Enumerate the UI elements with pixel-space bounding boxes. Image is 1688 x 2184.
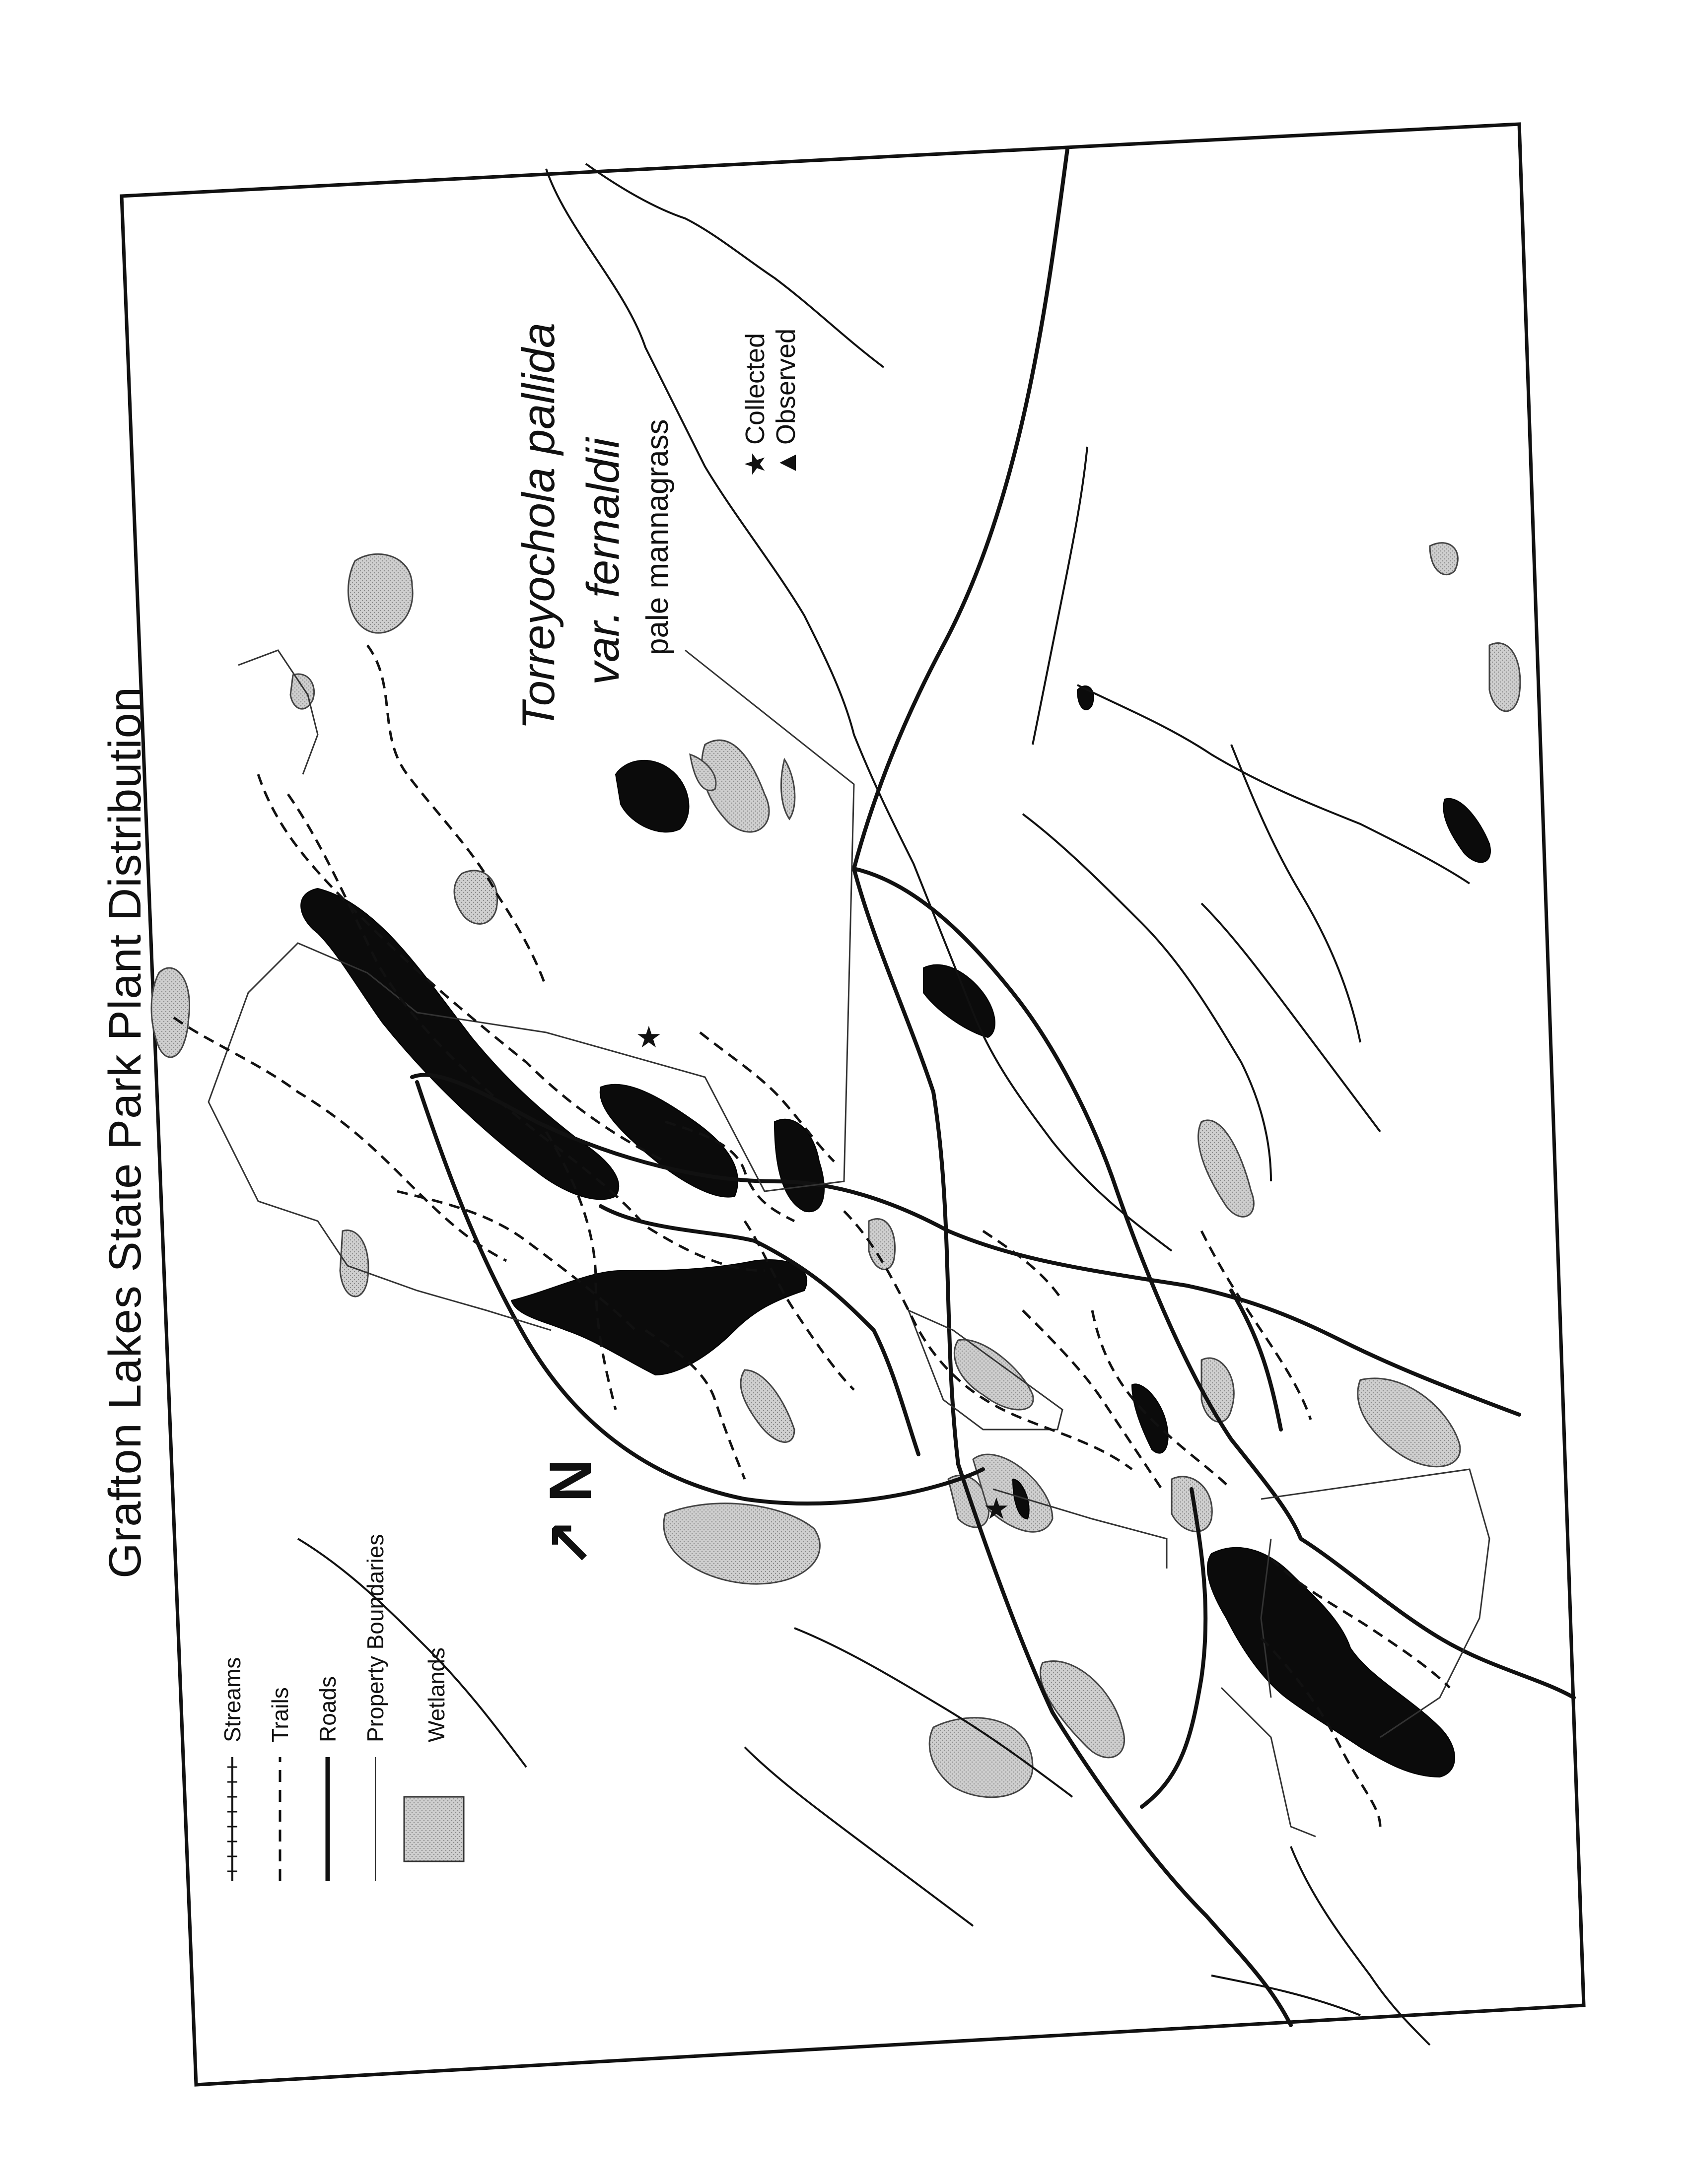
- trail: [288, 794, 765, 1271]
- stream: [1201, 903, 1380, 1132]
- symbol-observed-row: [771, 329, 801, 477]
- stream: [1231, 745, 1360, 1042]
- wetland: [954, 1340, 1033, 1410]
- collected-marker: ★: [983, 1492, 1010, 1526]
- lake-center: [511, 1260, 807, 1375]
- symbol-key: [740, 329, 801, 477]
- stream: [1211, 1976, 1360, 2015]
- legend-item-roads: [304, 1534, 352, 1881]
- stream: [1023, 814, 1271, 1181]
- star-icon: ★: [739, 451, 771, 477]
- map-title: Grafton Lakes State Park Plant Distribution: [100, 686, 150, 1578]
- legend-label: Streams: [219, 1657, 245, 1742]
- wetland: [348, 554, 413, 633]
- wetland: [1430, 543, 1458, 575]
- collected-marker: ★: [635, 1020, 662, 1055]
- wetland: [1198, 1120, 1254, 1217]
- lake-long-pond: [301, 888, 619, 1199]
- north-label: N: [537, 1459, 604, 1502]
- species-common-name: pale mannagrass: [640, 419, 675, 655]
- species-variety: var. fernaldii: [578, 438, 629, 685]
- stream-line-icon: [209, 1742, 256, 1881]
- legend-label: Roads: [315, 1676, 341, 1742]
- lakes: [301, 686, 1490, 1777]
- legend-item-property: [352, 1534, 399, 1881]
- property-boundary: [209, 650, 854, 1330]
- property-line-icon: [352, 1742, 399, 1881]
- wetland: [151, 968, 190, 1057]
- wetland: [454, 871, 497, 924]
- wetland: [1489, 643, 1520, 711]
- legend-label: Wetlands: [423, 1647, 449, 1742]
- lake-ne: [1443, 799, 1490, 863]
- legend-label: Property Boundaries: [362, 1534, 388, 1742]
- wetland: [741, 1370, 794, 1442]
- lake-north: [616, 760, 689, 832]
- property-boundary: [1221, 1688, 1316, 1837]
- lake-channel: [1132, 1384, 1168, 1453]
- wetland: [1172, 1477, 1212, 1532]
- species-label: [506, 323, 680, 730]
- symbol-observed-label: Observed: [771, 328, 801, 445]
- legend-item-streams: [209, 1534, 256, 1881]
- road: [1142, 1489, 1205, 1807]
- legend-label: Trails: [267, 1687, 293, 1742]
- map-legend: [209, 1534, 474, 1881]
- stream: [1077, 685, 1470, 884]
- property-boundary: [238, 650, 318, 774]
- species-scientific-name: Torreyochola pallida: [513, 322, 564, 730]
- wetland: [340, 1230, 368, 1297]
- trail-dash-icon: [256, 1742, 304, 1881]
- wetland: [929, 1718, 1033, 1797]
- legend-item-trails: [256, 1534, 304, 1881]
- road-line-icon: [304, 1742, 352, 1881]
- symbol-collected-label: Collected: [740, 333, 770, 445]
- wetland: [781, 759, 794, 819]
- trail: [983, 1231, 1062, 1300]
- symbol-collected-row: [740, 329, 771, 477]
- wetland: [1201, 1358, 1234, 1422]
- lake-south: [1207, 1548, 1455, 1777]
- north-arrow-icon: ↗: [537, 1518, 604, 1569]
- north-arrow: [536, 1459, 605, 1569]
- stream: [745, 1747, 973, 1926]
- triangle-icon: ▲: [770, 449, 802, 477]
- wetland: [664, 1503, 820, 1584]
- wetland: [1358, 1378, 1460, 1467]
- wetland-swatch-icon: [399, 1742, 474, 1881]
- lake-small: [774, 1119, 824, 1212]
- legend-item-wetlands: [399, 1534, 474, 1881]
